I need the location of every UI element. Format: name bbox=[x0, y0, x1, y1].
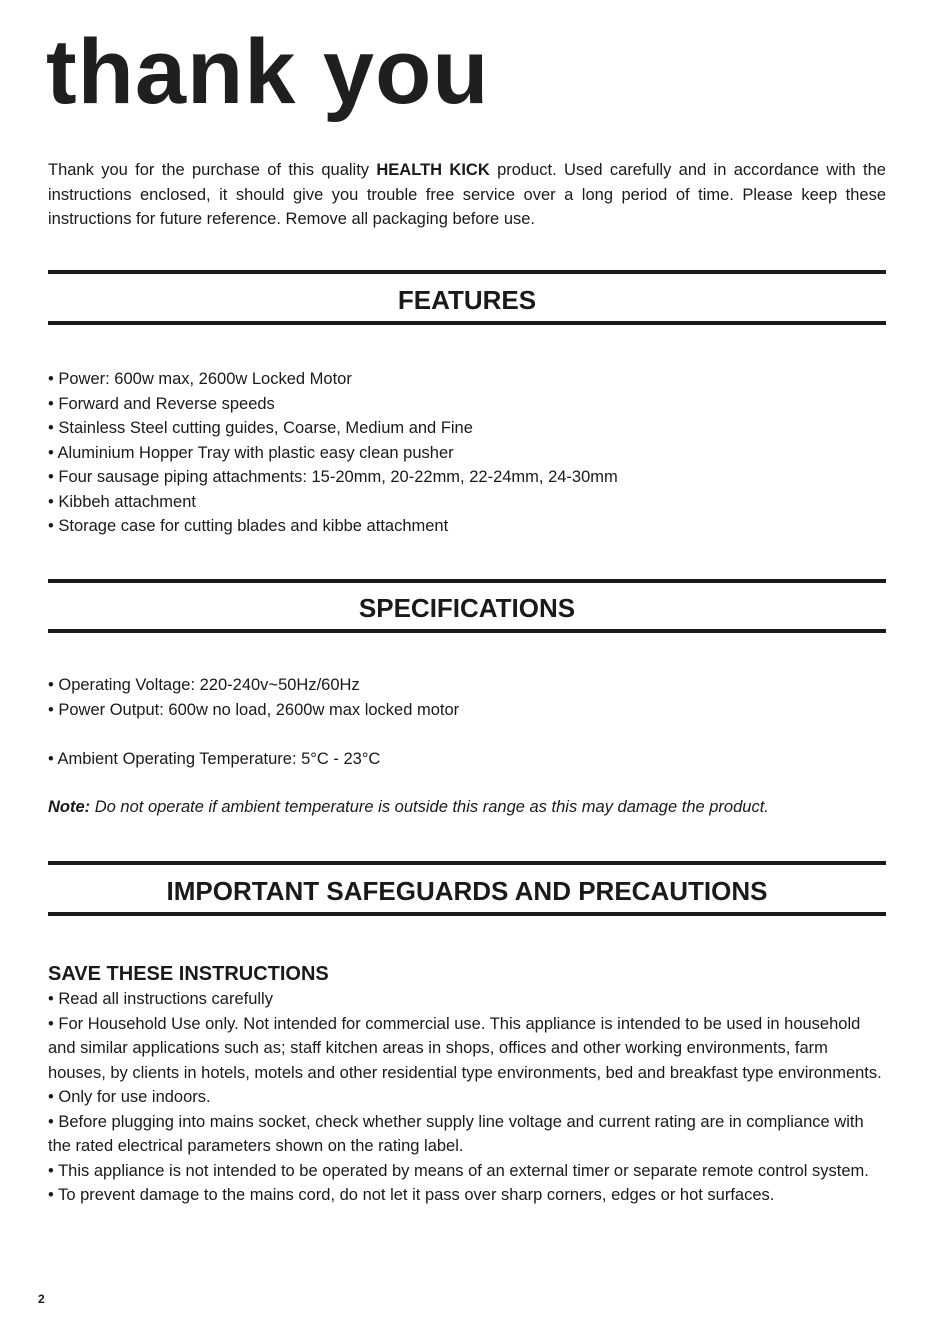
specifications-rule-top bbox=[48, 579, 886, 583]
feature-item: • Four sausage piping attachments: 15-20mm, 20-22mm, 22-24mm, 24-30mm bbox=[48, 468, 618, 486]
safeguard-item: • To prevent damage to the mains cord, do not let it pass over sharp corners, edges or hot surfaces. bbox=[48, 1186, 775, 1204]
safeguards-heading: IMPORTANT SAFEGUARDS AND PRECAUTIONS bbox=[166, 876, 768, 906]
spec-temperature: • Ambient Operating Temperature: 5°C - 23°C bbox=[48, 750, 381, 768]
spec-power-output: • Power Output: 600w no load, 2600w max locked motor bbox=[48, 701, 460, 719]
features-heading: FEATURES bbox=[397, 285, 537, 315]
safeguard-item: • Before plugging into mains socket, check whether supply line voltage and current rating are in compliance with the rated electrical parameters shown on the rating label. bbox=[48, 1112, 864, 1155]
note-text: Do not operate if ambient temperature is outside this range as this may damage the product. bbox=[90, 798, 769, 816]
note-label: Note: bbox=[48, 798, 91, 816]
feature-item: • Power: 600w max, 2600w Locked Motor bbox=[48, 370, 352, 388]
safeguard-item: • Read all instructions carefully bbox=[48, 990, 273, 1008]
safeguard-item: • Only for use indoors. bbox=[48, 1088, 211, 1106]
safeguard-item: • This appliance is not intended to be operated by means of an external timer or separate remote control system. bbox=[48, 1161, 869, 1180]
specifications-rule-bottom bbox=[48, 629, 886, 633]
safeguard-item: • For Household Use only. Not intended for commercial use. This appliance is intended to be used in household and similar applications such as; staff kitchen areas in shops, offices and other working environments, farm houses, by clients in hotels, motels and other residential type environments, bed and breakfast type environments. bbox=[48, 1014, 882, 1082]
feature-item: • Aluminium Hopper Tray with plastic easy clean pusher bbox=[48, 443, 454, 462]
safeguards-rule-bottom bbox=[48, 912, 886, 916]
page-number: 2 bbox=[38, 1292, 45, 1306]
feature-item: • Forward and Reverse speeds bbox=[48, 394, 275, 413]
page-title: thank you bbox=[46, 21, 490, 123]
safeguards-list bbox=[48, 987, 886, 1208]
save-instructions-heading: SAVE THESE INSTRUCTIONS bbox=[48, 963, 329, 985]
spec-note bbox=[48, 795, 886, 820]
intro-text-before: Thank you for the purchase of this quality bbox=[48, 161, 377, 179]
intro-text-after: product. Used carefully and in accordance with the instructions enclosed, it should give you trouble free service over a long period of time. Please keep these instructions for future reference. Remove all packaging before use. bbox=[48, 161, 886, 228]
intro-paragraph bbox=[48, 158, 886, 232]
specifications-heading: SPECIFICATIONS bbox=[358, 593, 576, 623]
feature-item: • Storage case for cutting blades and kibbe attachment bbox=[48, 517, 449, 535]
safeguards-rule-top bbox=[48, 861, 886, 865]
brand-name: HEALTH KICK bbox=[376, 161, 490, 179]
feature-item: • Stainless Steel cutting guides, Coarse, Medium and Fine bbox=[48, 419, 473, 437]
features-rule-top bbox=[48, 270, 886, 274]
spec-voltage: • Operating Voltage: 220-240v~50Hz/60Hz bbox=[48, 676, 360, 694]
feature-item: • Kibbeh attachment bbox=[48, 492, 196, 511]
features-rule-bottom bbox=[48, 321, 886, 325]
features-list bbox=[48, 367, 886, 539]
